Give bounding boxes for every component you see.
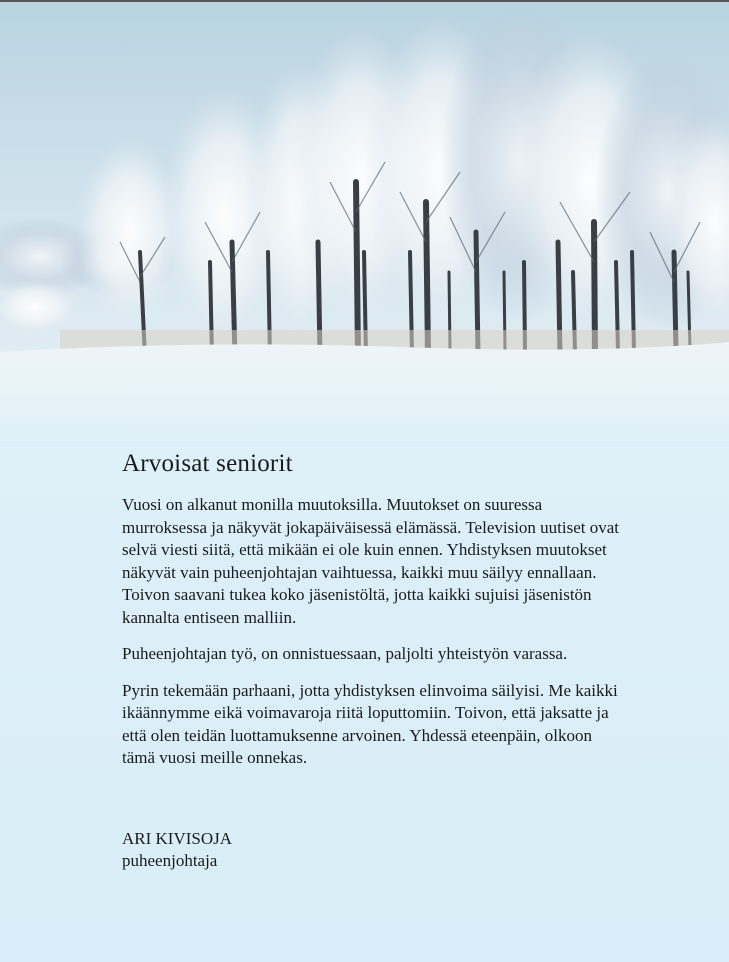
letter-paragraph: Pyrin tekemään parhaani, jotta yhdistyksen elinvoima säilyisi. Me kaikki ikäännymme eikä voimavaroja riitä loputtomiin. Toivon, että jaksatte ja että olen teidän luottamuksenne arvoinen. Yhdessä eteenpäin, olkoon tämä vuosi meille onnekas.: [122, 680, 618, 767]
signature-role: puheenjohtaja: [122, 850, 218, 870]
letter-paragraph: Vuosi on alkanut monilla muutoksilla. Muutokset on suuressa murroksessa ja näkyvät jokapäiväisessä elämässä. Television uutiset ovat selvä viesti siitä, että mikään ei ole kuin ennen. Yhdistyksen muutokset näkyvät vain puheenjohtajan vaihtuessa, kaikki muu säilyy ennallaan. Toivon saavani tukea koko jäsenistöltä, jotta kaikki sujuisi jäsenistön kannalta entiseen malliin.: [122, 495, 620, 627]
winter-landscape-photo: [0, 2, 729, 447]
signature-name: ARI KIVISOJA: [122, 828, 233, 848]
signature-block: [122, 828, 622, 872]
letter-paragraph: Puheenjohtajan työ, on onnistuessaan, paljolti yhteistyön varassa.: [122, 644, 568, 663]
letter-title: Arvoisat seniorit: [122, 450, 293, 477]
letter-content: [122, 450, 622, 872]
